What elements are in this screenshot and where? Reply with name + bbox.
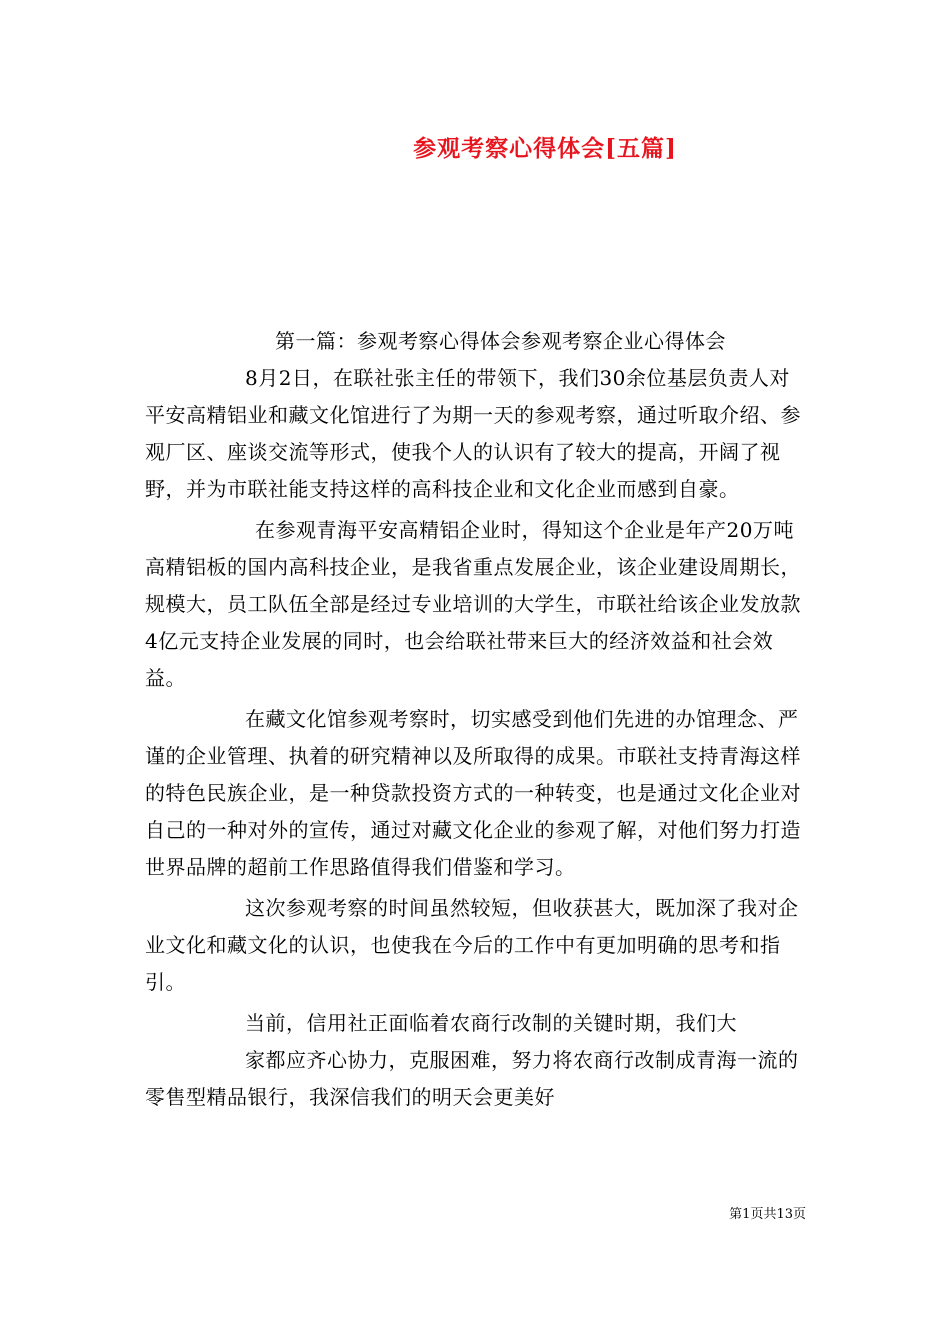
document-body <box>145 323 807 1116</box>
paragraph-4: 这次参观考察的时间虽然较短，但收获甚大，既加深了我对企业文化和藏文化的认识，也使我在今后的工作中有更加明确的思考和指引。 <box>145 896 799 994</box>
document-title: 参观考察心得体会[五篇] <box>413 135 677 162</box>
page-footer: 第1页共13页 <box>729 1207 806 1222</box>
paragraph-1: 8月2日，在联社张主任的带领下，我们30余位基层负责人对平安高精铝业和藏文化馆进行了为期一天的参观考察，通过听取介绍、参观厂区、座谈交流等形式，使我个人的认识有了较大的提高，开阔了视野，并为市联社能支持这样的高科技企业和文化企业而感到自豪。 <box>145 366 801 501</box>
paragraph-3: 在藏文化馆参观考察时，切实感受到他们先进的办馆理念、严谨的企业管理、执着的研究精神以及所取得的成果。市联社支持青海这样的特色民族企业，是一种贷款投资方式的一种转变，也是通过文化企业对自己的一种对外的宣传，通过对藏文化企业的参观了解，对他们努力打造世界品牌的超前工作思路值得我们借鉴和学习。 <box>145 707 801 879</box>
paragraph-2: 在参观青海平安高精铝企业时，得知这个企业是年产20万吨高精铝板的国内高科技企业，是我省重点发展企业，该企业建设周期长，规模大，员工队伍全部是经过专业培训的大学生，市联社给该企业发放款4亿元支持企业发展的同时，也会给联社带来巨大的经济效益和社会效益。 <box>145 518 801 690</box>
section-heading: 第一篇：参观考察心得体会参观考察企业心得体会 <box>275 329 726 353</box>
paragraph-5: 当前，信用社正面临着农商行改制的关键时期，我们大 <box>245 1011 737 1035</box>
paragraph-6: 家都应齐心协力，克服困难，努力将农商行改制成青海一流的零售型精品银行，我深信我们的明天会更美好 <box>145 1048 799 1109</box>
